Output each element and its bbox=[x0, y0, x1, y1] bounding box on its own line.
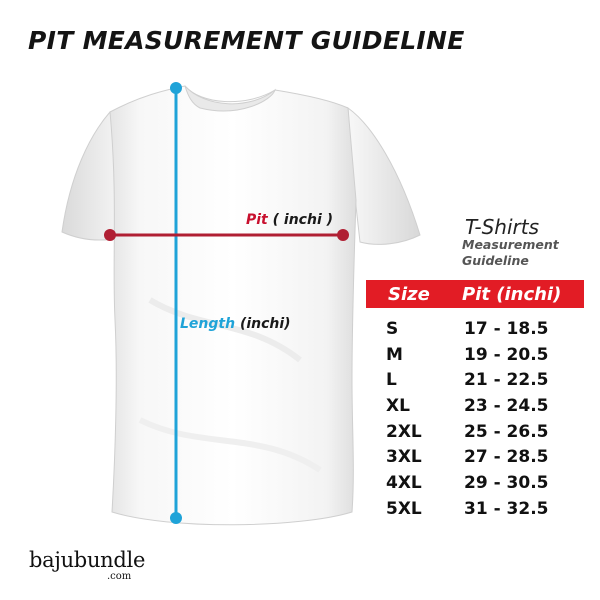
column-header-size: Size bbox=[388, 283, 430, 305]
brand-domain: .com bbox=[107, 571, 132, 582]
table-row bbox=[366, 367, 584, 393]
length-bottom-dot bbox=[170, 512, 182, 524]
pit-cell: 31 - 32.5 bbox=[464, 498, 549, 519]
length-top-dot bbox=[170, 82, 182, 94]
size-cell: 4XL bbox=[386, 472, 422, 493]
pit-cell: 29 - 30.5 bbox=[464, 472, 549, 493]
size-cell: M bbox=[386, 344, 403, 365]
pit-cell: 25 - 26.5 bbox=[464, 421, 549, 442]
table-body bbox=[366, 316, 584, 522]
pit-cell: 27 - 28.5 bbox=[464, 447, 549, 468]
side-panel-title: T-Shirts bbox=[465, 215, 539, 239]
pit-keyword: Pit bbox=[246, 212, 268, 228]
size-cell: L bbox=[386, 370, 397, 391]
shirt-body bbox=[110, 86, 356, 525]
table-row bbox=[366, 444, 584, 470]
pit-unit: ( inchi ) bbox=[267, 212, 334, 228]
table-header bbox=[366, 280, 584, 308]
length-unit: (inchi) bbox=[235, 316, 291, 332]
subtitle-line-2: Guideline bbox=[462, 253, 529, 268]
size-cell: 5XL bbox=[386, 498, 422, 519]
pit-left-dot bbox=[104, 229, 116, 241]
right-sleeve bbox=[348, 108, 420, 244]
table-row bbox=[366, 496, 584, 522]
size-cell: 3XL bbox=[386, 447, 422, 468]
size-cell: XL bbox=[386, 395, 410, 416]
column-header-pit: Pit (inchi) bbox=[462, 283, 562, 305]
pit-cell: 21 - 22.5 bbox=[464, 370, 549, 391]
size-cell: S bbox=[386, 318, 399, 339]
size-table bbox=[366, 280, 584, 522]
pit-label bbox=[246, 212, 333, 228]
table-row bbox=[366, 419, 584, 445]
pit-right-dot bbox=[337, 229, 349, 241]
table-row bbox=[366, 393, 584, 419]
brand-logo: bajubundle bbox=[29, 548, 146, 572]
table-row bbox=[366, 316, 584, 342]
pit-cell: 17 - 18.5 bbox=[464, 318, 549, 339]
size-cell: 2XL bbox=[386, 421, 422, 442]
pit-cell: 19 - 20.5 bbox=[464, 344, 549, 365]
table-row bbox=[366, 342, 584, 368]
pit-cell: 23 - 24.5 bbox=[464, 395, 549, 416]
length-label bbox=[180, 316, 291, 332]
page-title: PIT MEASUREMENT GUIDELINE bbox=[28, 26, 465, 55]
table-row bbox=[366, 470, 584, 496]
length-keyword: Length bbox=[180, 316, 236, 332]
subtitle-line-1: Measurement bbox=[462, 237, 559, 252]
side-panel-subtitle bbox=[462, 237, 572, 269]
